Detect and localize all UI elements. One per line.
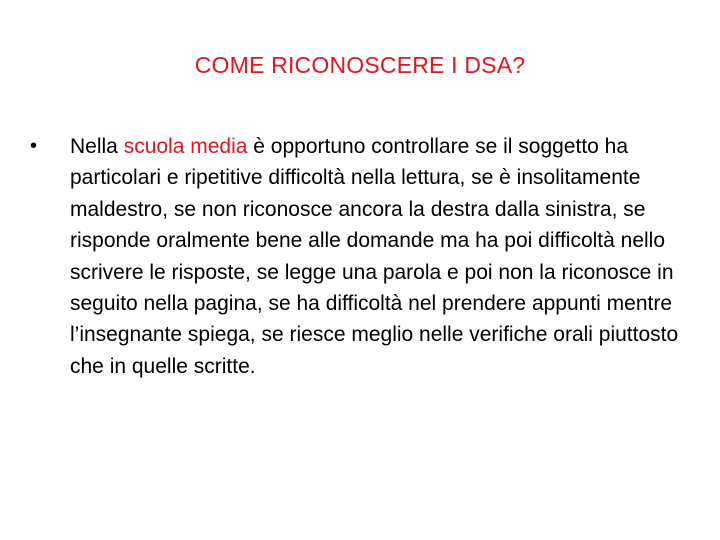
bullet-item bbox=[30, 131, 700, 382]
bullet-list bbox=[30, 131, 700, 382]
highlighted-phrase: scuola media bbox=[123, 135, 248, 158]
bullet-text-start: Nella bbox=[70, 135, 124, 158]
bullet-text-rest: è opportuno controllare se il soggetto ha particolari e ripetitive difficoltà nella lettura, se è insolitamente maldestro, se non riconosce ancora la destra dalla sinistra, se risponde oralmente bene alle domande ma ha poi difficoltà nello scrivere le risposte, se legge una parola e poi non la riconosce in seguito nella pagina, se ha difficoltà nel prendere appunti mentre l’insegnante spiega, se riesce meglio nelle verifiche orali piuttosto che in quelle scritte. bbox=[70, 135, 679, 378]
bullet-marker: • bbox=[30, 135, 38, 157]
slide-title: COME RICONOSCERE I DSA? bbox=[194, 52, 526, 78]
bullet-text bbox=[70, 131, 700, 382]
